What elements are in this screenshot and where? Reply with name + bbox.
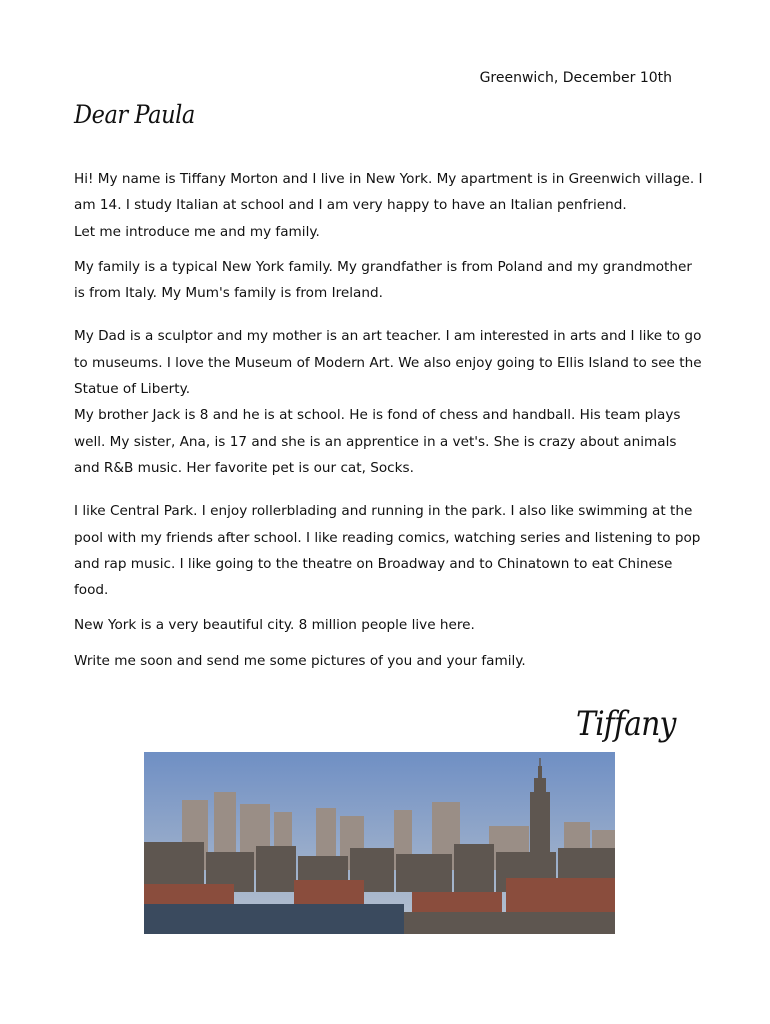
signature: Tiffany (576, 704, 676, 744)
shoreline (404, 912, 615, 934)
paragraph-parents: My Dad is a sculptor and my mother is an art teacher. I am interested in arts and I like to go to museums. I love the Museum of Modern Art. We also enjoy going to Ellis Island to see the Statue of Liberty. (74, 328, 702, 398)
skyline-image (144, 752, 615, 934)
paragraph-city: New York is a very beautiful city. 8 million people live here. (74, 617, 475, 634)
salutation: Dear Paula (74, 100, 195, 129)
waterfront (144, 904, 404, 934)
letter-date: Greenwich, December 10th (479, 70, 672, 86)
new-york-skyline-photo (144, 752, 615, 934)
paragraph-introduction: Hi! My name is Tiffany Morton and I live in New York. My apartment is in Greenwich village. I am 14. I study Italian at school and I am very happy to have an Italian penfriend. (74, 171, 703, 214)
paragraph-siblings: My brother Jack is 8 and he is at school. He is fond of chess and handball. His team plays well. My sister, Ana, is 17 and she is an apprentice in a vet's. She is crazy about animals and R&B music. Her favorite pet is our cat, Socks. (74, 407, 681, 476)
paragraph-hobbies: I like Central Park. I enjoy rollerblading and running in the park. I also like swimming at the pool with my friends after school. I like reading comics, watching series and listening to pop and rap music. I like going to the theatre on Broadway and to Chinatown to eat Chinese food. (74, 503, 701, 599)
paragraph-closing: Write me soon and send me some pictures of you and your family. (74, 652, 526, 669)
letter-body (74, 166, 704, 674)
paragraph-family-origin: My family is a typical New York family. My grandfather is from Poland and my grandmother is from Italy. My Mum's family is from Ireland. (74, 258, 692, 302)
paragraph-family-intro: Let me introduce me and my family. (74, 223, 320, 240)
